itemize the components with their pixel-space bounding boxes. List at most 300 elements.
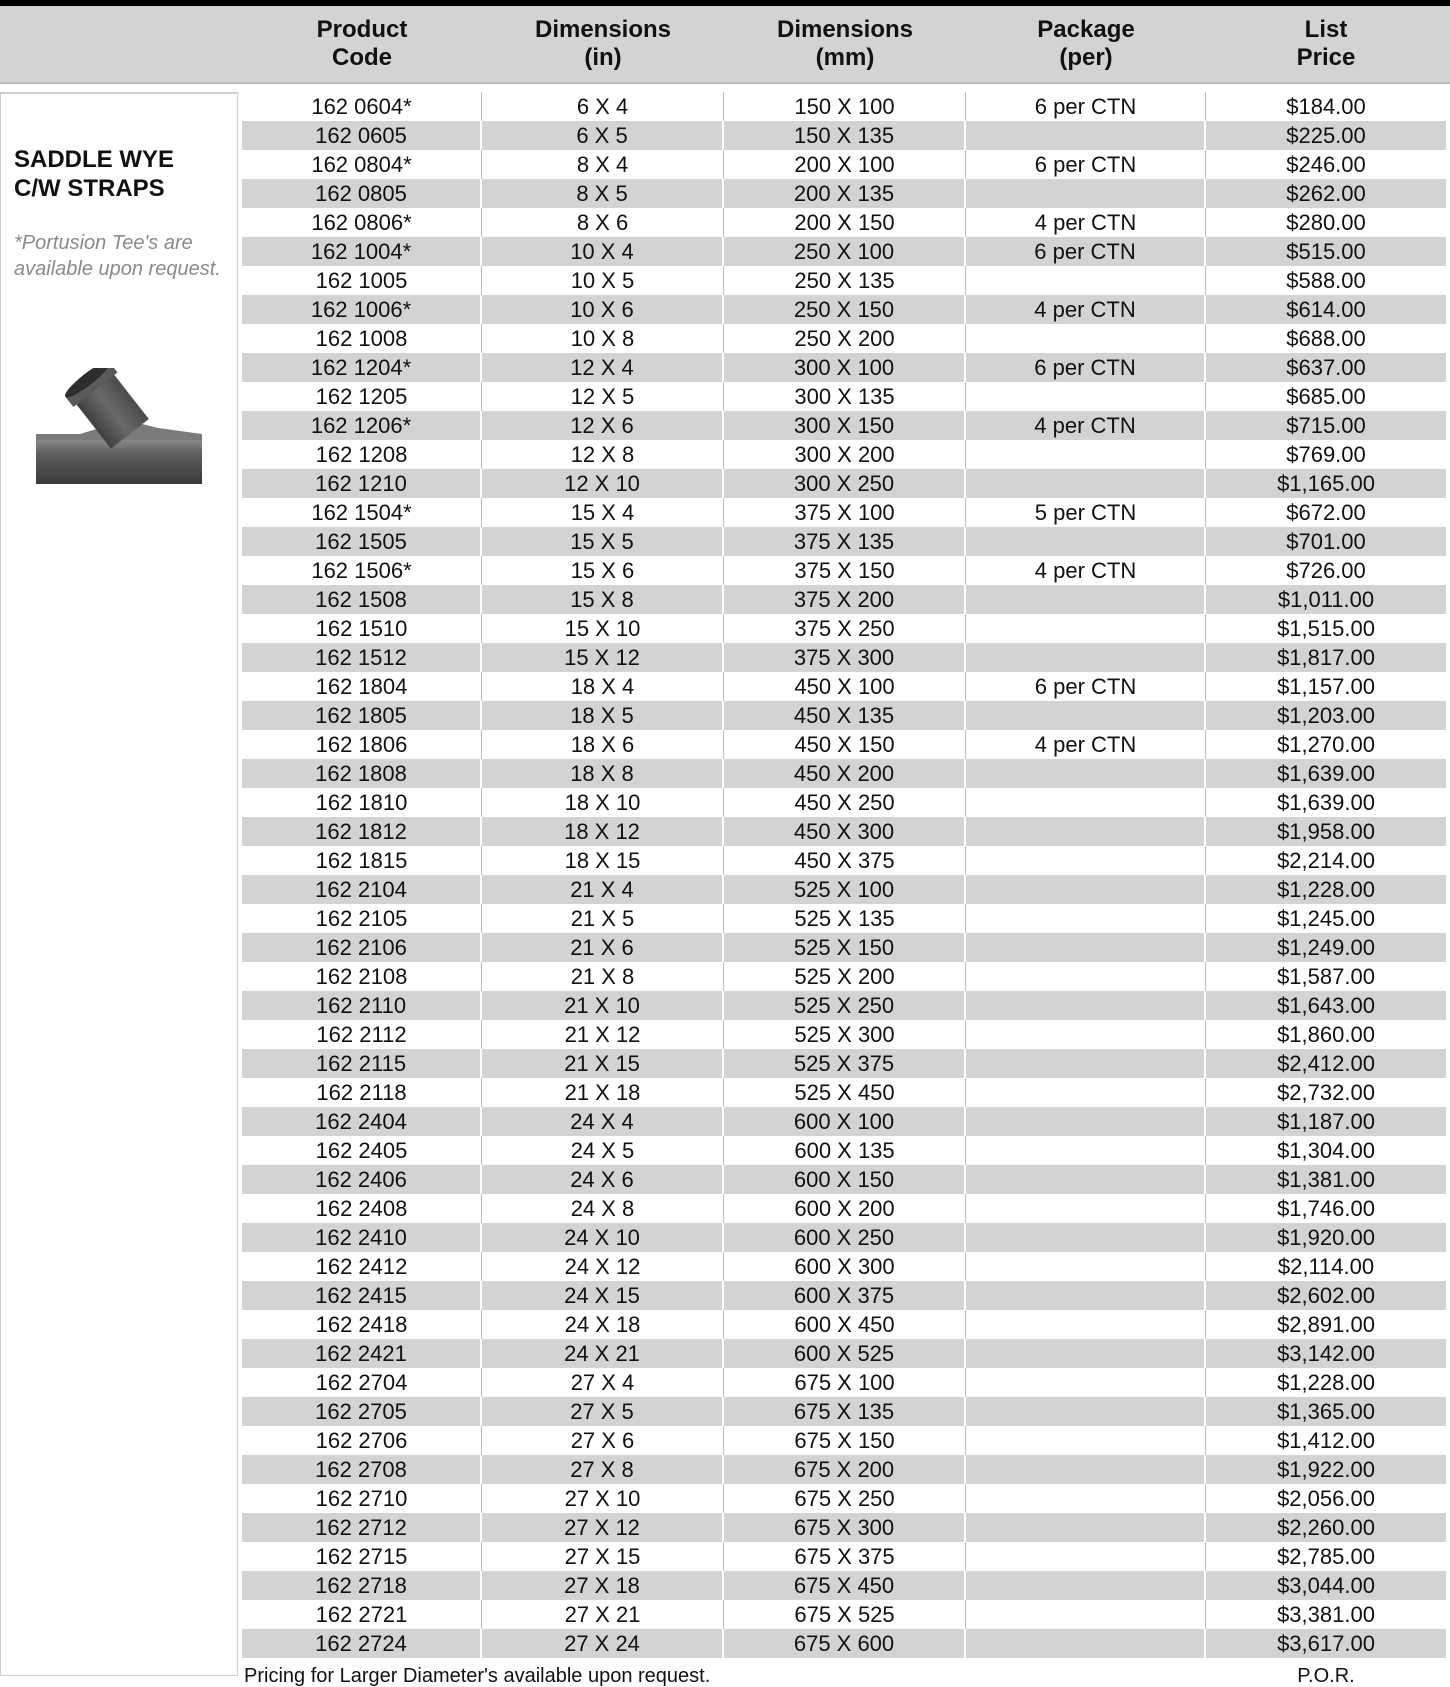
dimensions-mm-cell: 525 X 100 xyxy=(724,875,966,904)
product-code-cell: 162 2105 xyxy=(242,904,482,933)
dimensions-mm-cell: 675 X 100 xyxy=(724,1368,966,1397)
product-code-cell: 162 2421 xyxy=(242,1339,482,1368)
table-row xyxy=(242,1194,1446,1223)
product-code-cell: 162 1808 xyxy=(242,759,482,788)
dimensions-mm-cell: 600 X 525 xyxy=(724,1339,966,1368)
dimensions-in-cell: 24 X 18 xyxy=(482,1310,724,1339)
package-cell xyxy=(966,121,1206,150)
package-cell xyxy=(966,1397,1206,1426)
dimensions-mm-cell: 150 X 135 xyxy=(724,121,966,150)
product-code-cell: 162 0804* xyxy=(242,150,482,179)
dimensions-in-cell: 27 X 10 xyxy=(482,1484,724,1513)
product-code-cell: 162 2718 xyxy=(242,1571,482,1600)
table-row xyxy=(242,788,1446,817)
table-row xyxy=(242,179,1446,208)
dimensions-mm-cell: 600 X 300 xyxy=(724,1252,966,1281)
package-cell xyxy=(966,1078,1206,1107)
package-cell xyxy=(966,469,1206,498)
table-header xyxy=(0,6,1450,84)
list-price-cell: $1,515.00 xyxy=(1277,616,1375,641)
dimensions-in-cell: 24 X 6 xyxy=(482,1165,724,1194)
dimensions-in-cell: 24 X 12 xyxy=(482,1252,724,1281)
product-code-cell: 162 2415 xyxy=(242,1281,482,1310)
dimensions-in-cell: 10 X 5 xyxy=(482,266,724,295)
package-cell xyxy=(966,701,1206,730)
dimensions-mm-cell: 450 X 300 xyxy=(724,817,966,846)
dimensions-mm-cell: 200 X 150 xyxy=(724,208,966,237)
dimensions-mm-cell: 525 X 250 xyxy=(724,991,966,1020)
dimensions-in-cell: 21 X 5 xyxy=(482,904,724,933)
dimensions-mm-cell: 450 X 250 xyxy=(724,788,966,817)
package-cell xyxy=(966,1629,1206,1658)
dimensions-mm-cell: 525 X 135 xyxy=(724,904,966,933)
list-price-cell: $3,381.00 xyxy=(1277,1602,1375,1627)
section-title-line1: SADDLE WYE xyxy=(14,146,175,173)
list-price-cell: $2,732.00 xyxy=(1277,1080,1375,1105)
product-code-cell: 162 1005 xyxy=(242,266,482,295)
package-cell xyxy=(966,1368,1206,1397)
dimensions-in-cell: 21 X 18 xyxy=(482,1078,724,1107)
package-cell xyxy=(966,1600,1206,1629)
package-cell: 4 per CTN xyxy=(966,295,1206,324)
dimensions-in-cell: 15 X 6 xyxy=(482,556,724,585)
dimensions-in-cell: 18 X 12 xyxy=(482,817,724,846)
table-row xyxy=(242,991,1446,1020)
product-code-cell: 162 2112 xyxy=(242,1020,482,1049)
product-code-cell: 162 2410 xyxy=(242,1223,482,1252)
list-price-cell: $701.00 xyxy=(1286,529,1366,554)
package-cell xyxy=(966,933,1206,962)
list-price-cell: $1,412.00 xyxy=(1277,1428,1375,1453)
dimensions-mm-cell: 375 X 300 xyxy=(724,643,966,672)
table-row xyxy=(242,962,1446,991)
package-cell xyxy=(966,382,1206,411)
package-cell xyxy=(966,1136,1206,1165)
table-row xyxy=(242,382,1446,411)
header-dimensions-mm-line2: (mm) xyxy=(815,44,875,71)
product-code-cell: 162 1512 xyxy=(242,643,482,672)
table-row xyxy=(242,585,1446,614)
table-row xyxy=(242,1484,1446,1513)
header-product-code-line1: Product xyxy=(316,16,408,43)
table-row xyxy=(242,1368,1446,1397)
package-cell xyxy=(966,643,1206,672)
dimensions-mm-cell: 200 X 135 xyxy=(724,179,966,208)
dimensions-mm-cell: 375 X 135 xyxy=(724,527,966,556)
dimensions-in-cell: 24 X 5 xyxy=(482,1136,724,1165)
dimensions-in-cell: 24 X 8 xyxy=(482,1194,724,1223)
table-row xyxy=(242,1339,1446,1368)
dimensions-in-cell: 8 X 6 xyxy=(482,208,724,237)
dimensions-mm-cell: 375 X 200 xyxy=(724,585,966,614)
table-row xyxy=(242,730,1446,759)
package-cell xyxy=(966,759,1206,788)
table-row xyxy=(242,266,1446,295)
package-cell: 4 per CTN xyxy=(966,730,1206,759)
table-row xyxy=(242,527,1446,556)
table-row xyxy=(242,1078,1446,1107)
dimensions-in-cell: 10 X 4 xyxy=(482,237,724,266)
header-list-price-line2: Price xyxy=(1296,44,1356,71)
table-footer xyxy=(242,1665,1446,1687)
dimensions-mm-cell: 450 X 150 xyxy=(724,730,966,759)
dimensions-in-cell: 10 X 8 xyxy=(482,324,724,353)
header-package-line2: (per) xyxy=(1059,44,1113,71)
product-code-cell: 162 1208 xyxy=(242,440,482,469)
footer-note: Pricing for Larger Diameter's available upon request. xyxy=(244,1665,711,1687)
package-cell xyxy=(966,962,1206,991)
package-cell: 4 per CTN xyxy=(966,556,1206,585)
dimensions-in-cell: 27 X 4 xyxy=(482,1368,724,1397)
product-code-cell: 162 2418 xyxy=(242,1310,482,1339)
dimensions-in-cell: 21 X 10 xyxy=(482,991,724,1020)
section-panel xyxy=(0,92,238,1676)
package-cell: 5 per CTN xyxy=(966,498,1206,527)
dimensions-mm-cell: 600 X 100 xyxy=(724,1107,966,1136)
product-code-cell: 162 2704 xyxy=(242,1368,482,1397)
table-row xyxy=(242,614,1446,643)
package-cell xyxy=(966,904,1206,933)
table-row xyxy=(242,817,1446,846)
dimensions-in-cell: 15 X 5 xyxy=(482,527,724,556)
package-cell xyxy=(966,875,1206,904)
product-code-cell: 162 1804 xyxy=(242,672,482,701)
list-price-cell: $2,891.00 xyxy=(1277,1312,1375,1337)
price-table xyxy=(242,92,1446,1658)
list-price-cell: $1,228.00 xyxy=(1277,877,1375,902)
dimensions-in-cell: 27 X 5 xyxy=(482,1397,724,1426)
list-price-cell: $726.00 xyxy=(1286,558,1366,583)
dimensions-in-cell: 21 X 15 xyxy=(482,1049,724,1078)
table-row xyxy=(242,1542,1446,1571)
product-code-cell: 162 2408 xyxy=(242,1194,482,1223)
dimensions-in-cell: 12 X 4 xyxy=(482,353,724,382)
dimensions-in-cell: 27 X 24 xyxy=(482,1629,724,1658)
dimensions-mm-cell: 600 X 135 xyxy=(724,1136,966,1165)
dimensions-in-cell: 27 X 18 xyxy=(482,1571,724,1600)
table-row xyxy=(242,1281,1446,1310)
footer-price-por: P.O.R. xyxy=(1297,1665,1355,1687)
product-code-cell: 162 2724 xyxy=(242,1629,482,1658)
table-row xyxy=(242,411,1446,440)
section-title xyxy=(14,145,174,203)
product-code-cell: 162 2708 xyxy=(242,1455,482,1484)
list-price-cell: $1,817.00 xyxy=(1277,645,1375,670)
table-row xyxy=(242,324,1446,353)
product-code-cell: 162 1805 xyxy=(242,701,482,730)
header-dimensions-in xyxy=(482,6,724,82)
product-code-cell: 162 1504* xyxy=(242,498,482,527)
product-code-cell: 162 1206* xyxy=(242,411,482,440)
table-row xyxy=(242,353,1446,382)
list-price-cell: $637.00 xyxy=(1286,355,1366,380)
dimensions-in-cell: 8 X 5 xyxy=(482,179,724,208)
package-cell xyxy=(966,1571,1206,1600)
dimensions-in-cell: 12 X 8 xyxy=(482,440,724,469)
dimensions-in-cell: 12 X 6 xyxy=(482,411,724,440)
list-price-cell: $2,260.00 xyxy=(1277,1515,1375,1540)
package-cell: 6 per CTN xyxy=(966,353,1206,382)
package-cell xyxy=(966,1542,1206,1571)
product-code-cell: 162 0805 xyxy=(242,179,482,208)
package-cell: 6 per CTN xyxy=(966,237,1206,266)
list-price-cell: $1,249.00 xyxy=(1277,935,1375,960)
package-cell xyxy=(966,324,1206,353)
package-cell xyxy=(966,266,1206,295)
table-row xyxy=(242,1136,1446,1165)
list-price-cell: $1,165.00 xyxy=(1277,471,1375,496)
dimensions-mm-cell: 450 X 200 xyxy=(724,759,966,788)
dimensions-in-cell: 15 X 4 xyxy=(482,498,724,527)
product-code-cell: 162 2110 xyxy=(242,991,482,1020)
list-price-cell: $1,746.00 xyxy=(1277,1196,1375,1221)
list-price-cell: $2,412.00 xyxy=(1277,1051,1375,1076)
dimensions-mm-cell: 675 X 135 xyxy=(724,1397,966,1426)
product-code-cell: 162 1806 xyxy=(242,730,482,759)
product-code-cell: 162 1210 xyxy=(242,469,482,498)
table-row xyxy=(242,1165,1446,1194)
package-cell: 6 per CTN xyxy=(966,92,1206,121)
list-price-cell: $685.00 xyxy=(1286,384,1366,409)
dimensions-in-cell: 15 X 8 xyxy=(482,585,724,614)
dimensions-mm-cell: 600 X 200 xyxy=(724,1194,966,1223)
dimensions-in-cell: 18 X 5 xyxy=(482,701,724,730)
dimensions-in-cell: 18 X 4 xyxy=(482,672,724,701)
product-code-cell: 162 1812 xyxy=(242,817,482,846)
dimensions-mm-cell: 300 X 150 xyxy=(724,411,966,440)
table-row xyxy=(242,556,1446,585)
dimensions-in-cell: 6 X 5 xyxy=(482,121,724,150)
list-price-cell: $1,920.00 xyxy=(1277,1225,1375,1250)
product-code-cell: 162 0604* xyxy=(242,92,482,121)
dimensions-mm-cell: 675 X 250 xyxy=(724,1484,966,1513)
product-code-cell: 162 1810 xyxy=(242,788,482,817)
dimensions-in-cell: 15 X 10 xyxy=(482,614,724,643)
list-price-cell: $2,114.00 xyxy=(1277,1254,1375,1279)
dimensions-mm-cell: 675 X 300 xyxy=(724,1513,966,1542)
dimensions-in-cell: 21 X 12 xyxy=(482,1020,724,1049)
section-title-line2: C/W STRAPS xyxy=(14,175,165,202)
package-cell xyxy=(966,614,1206,643)
table-row xyxy=(242,1049,1446,1078)
product-code-cell: 162 2404 xyxy=(242,1107,482,1136)
product-code-cell: 162 0806* xyxy=(242,208,482,237)
table-row xyxy=(242,672,1446,701)
header-dimensions-mm xyxy=(724,6,966,82)
table-row xyxy=(242,469,1446,498)
package-cell xyxy=(966,1223,1206,1252)
dimensions-in-cell: 18 X 8 xyxy=(482,759,724,788)
dimensions-mm-cell: 525 X 200 xyxy=(724,962,966,991)
package-cell xyxy=(966,1513,1206,1542)
table-row xyxy=(242,846,1446,875)
package-cell xyxy=(966,1426,1206,1455)
product-code-cell: 162 1006* xyxy=(242,295,482,324)
package-cell xyxy=(966,1339,1206,1368)
dimensions-mm-cell: 675 X 375 xyxy=(724,1542,966,1571)
dimensions-in-cell: 15 X 12 xyxy=(482,643,724,672)
table-row xyxy=(242,237,1446,266)
list-price-cell: $1,643.00 xyxy=(1277,993,1375,1018)
product-code-cell: 162 2405 xyxy=(242,1136,482,1165)
dimensions-mm-cell: 300 X 250 xyxy=(724,469,966,498)
table-row xyxy=(242,121,1446,150)
saddle-wye-product-image xyxy=(36,368,206,493)
table-row xyxy=(242,1252,1446,1281)
dimensions-in-cell: 18 X 10 xyxy=(482,788,724,817)
dimensions-mm-cell: 525 X 375 xyxy=(724,1049,966,1078)
table-row xyxy=(242,440,1446,469)
dimensions-mm-cell: 375 X 100 xyxy=(724,498,966,527)
dimensions-mm-cell: 525 X 300 xyxy=(724,1020,966,1049)
dimensions-mm-cell: 675 X 450 xyxy=(724,1571,966,1600)
list-price-cell: $1,245.00 xyxy=(1277,906,1375,931)
list-price-cell: $3,142.00 xyxy=(1277,1341,1375,1366)
list-price-cell: $1,203.00 xyxy=(1277,703,1375,728)
table-row xyxy=(242,904,1446,933)
table-row xyxy=(242,1107,1446,1136)
list-price-cell: $2,602.00 xyxy=(1277,1283,1375,1308)
package-cell xyxy=(966,527,1206,556)
product-code-cell: 162 2118 xyxy=(242,1078,482,1107)
dimensions-in-cell: 18 X 6 xyxy=(482,730,724,759)
dimensions-mm-cell: 375 X 250 xyxy=(724,614,966,643)
table-row xyxy=(242,1397,1446,1426)
section-note xyxy=(14,230,221,282)
header-package-line1: Package xyxy=(1037,16,1135,43)
list-price-cell: $184.00 xyxy=(1286,94,1366,119)
list-price-cell: $1,860.00 xyxy=(1277,1022,1375,1047)
list-price-cell: $280.00 xyxy=(1286,210,1366,235)
dimensions-mm-cell: 200 X 100 xyxy=(724,150,966,179)
dimensions-mm-cell: 300 X 100 xyxy=(724,353,966,382)
dimensions-mm-cell: 600 X 450 xyxy=(724,1310,966,1339)
list-price-cell: $2,785.00 xyxy=(1277,1544,1375,1569)
package-cell xyxy=(966,440,1206,469)
package-cell xyxy=(966,1281,1206,1310)
table-row xyxy=(242,1020,1446,1049)
list-price-cell: $1,958.00 xyxy=(1277,819,1375,844)
package-cell xyxy=(966,1049,1206,1078)
list-price-cell: $1,639.00 xyxy=(1277,790,1375,815)
list-price-cell: $3,044.00 xyxy=(1277,1573,1375,1598)
table-row xyxy=(242,933,1446,962)
table-row xyxy=(242,1571,1446,1600)
list-price-cell: $2,214.00 xyxy=(1277,848,1375,873)
package-cell xyxy=(966,1020,1206,1049)
product-code-cell: 162 2406 xyxy=(242,1165,482,1194)
table-row xyxy=(242,92,1446,121)
header-list-price xyxy=(1206,6,1446,82)
dimensions-mm-cell: 675 X 150 xyxy=(724,1426,966,1455)
dimensions-in-cell: 24 X 10 xyxy=(482,1223,724,1252)
list-price-cell: $225.00 xyxy=(1286,123,1366,148)
list-price-cell: $1,228.00 xyxy=(1277,1370,1375,1395)
product-code-cell: 162 2706 xyxy=(242,1426,482,1455)
dimensions-mm-cell: 675 X 525 xyxy=(724,1600,966,1629)
list-price-cell: $1,381.00 xyxy=(1277,1167,1375,1192)
dimensions-in-cell: 27 X 6 xyxy=(482,1426,724,1455)
table-row xyxy=(242,875,1446,904)
list-price-cell: $588.00 xyxy=(1286,268,1366,293)
package-cell xyxy=(966,1107,1206,1136)
product-code-cell: 162 2715 xyxy=(242,1542,482,1571)
product-code-cell: 162 2721 xyxy=(242,1600,482,1629)
package-cell: 4 per CTN xyxy=(966,208,1206,237)
product-code-cell: 162 2115 xyxy=(242,1049,482,1078)
list-price-cell: $688.00 xyxy=(1286,326,1366,351)
dimensions-mm-cell: 600 X 375 xyxy=(724,1281,966,1310)
header-list-price-line1: List xyxy=(1304,16,1348,43)
dimensions-mm-cell: 250 X 150 xyxy=(724,295,966,324)
list-price-cell: $1,639.00 xyxy=(1277,761,1375,786)
dimensions-in-cell: 21 X 8 xyxy=(482,962,724,991)
header-dimensions-in-line1: Dimensions xyxy=(534,16,672,43)
dimensions-mm-cell: 600 X 150 xyxy=(724,1165,966,1194)
package-cell xyxy=(966,788,1206,817)
package-cell: 4 per CTN xyxy=(966,411,1206,440)
product-code-cell: 162 2705 xyxy=(242,1397,482,1426)
product-code-cell: 162 1815 xyxy=(242,846,482,875)
package-cell xyxy=(966,585,1206,614)
package-cell: 6 per CTN xyxy=(966,150,1206,179)
dimensions-mm-cell: 250 X 200 xyxy=(724,324,966,353)
list-price-cell: $515.00 xyxy=(1286,239,1366,264)
dimensions-in-cell: 12 X 5 xyxy=(482,382,724,411)
table-row xyxy=(242,643,1446,672)
table-row xyxy=(242,1513,1446,1542)
dimensions-mm-cell: 375 X 150 xyxy=(724,556,966,585)
product-code-cell: 162 0605 xyxy=(242,121,482,150)
dimensions-in-cell: 24 X 21 xyxy=(482,1339,724,1368)
header-product-code-line2: Code xyxy=(332,44,392,71)
header-package xyxy=(966,6,1206,82)
dimensions-mm-cell: 525 X 450 xyxy=(724,1078,966,1107)
package-cell xyxy=(966,1484,1206,1513)
list-price-cell: $262.00 xyxy=(1286,181,1366,206)
table-row xyxy=(242,1426,1446,1455)
table-row xyxy=(242,1310,1446,1339)
table-row xyxy=(242,759,1446,788)
table-row xyxy=(242,295,1446,324)
table-row xyxy=(242,701,1446,730)
package-cell xyxy=(966,1252,1206,1281)
dimensions-in-cell: 24 X 15 xyxy=(482,1281,724,1310)
product-code-cell: 162 2106 xyxy=(242,933,482,962)
dimensions-in-cell: 10 X 6 xyxy=(482,295,724,324)
product-code-cell: 162 1508 xyxy=(242,585,482,614)
header-product-code xyxy=(242,6,482,82)
dimensions-in-cell: 27 X 21 xyxy=(482,1600,724,1629)
package-cell xyxy=(966,1194,1206,1223)
header-dimensions-in-line2: (in) xyxy=(584,44,622,71)
list-price-cell: $614.00 xyxy=(1286,297,1366,322)
table-row xyxy=(242,1455,1446,1484)
product-code-cell: 162 2712 xyxy=(242,1513,482,1542)
package-cell: 6 per CTN xyxy=(966,672,1206,701)
product-code-cell: 162 1205 xyxy=(242,382,482,411)
dimensions-mm-cell: 600 X 250 xyxy=(724,1223,966,1252)
dimensions-mm-cell: 525 X 150 xyxy=(724,933,966,962)
header-dimensions-mm-line1: Dimensions xyxy=(776,16,914,43)
list-price-cell: $1,157.00 xyxy=(1277,674,1375,699)
package-cell xyxy=(966,991,1206,1020)
list-price-cell: $1,587.00 xyxy=(1277,964,1375,989)
package-cell xyxy=(966,1310,1206,1339)
dimensions-mm-cell: 250 X 100 xyxy=(724,237,966,266)
list-price-cell: $1,187.00 xyxy=(1277,1109,1375,1134)
list-price-cell: $3,617.00 xyxy=(1277,1631,1375,1656)
